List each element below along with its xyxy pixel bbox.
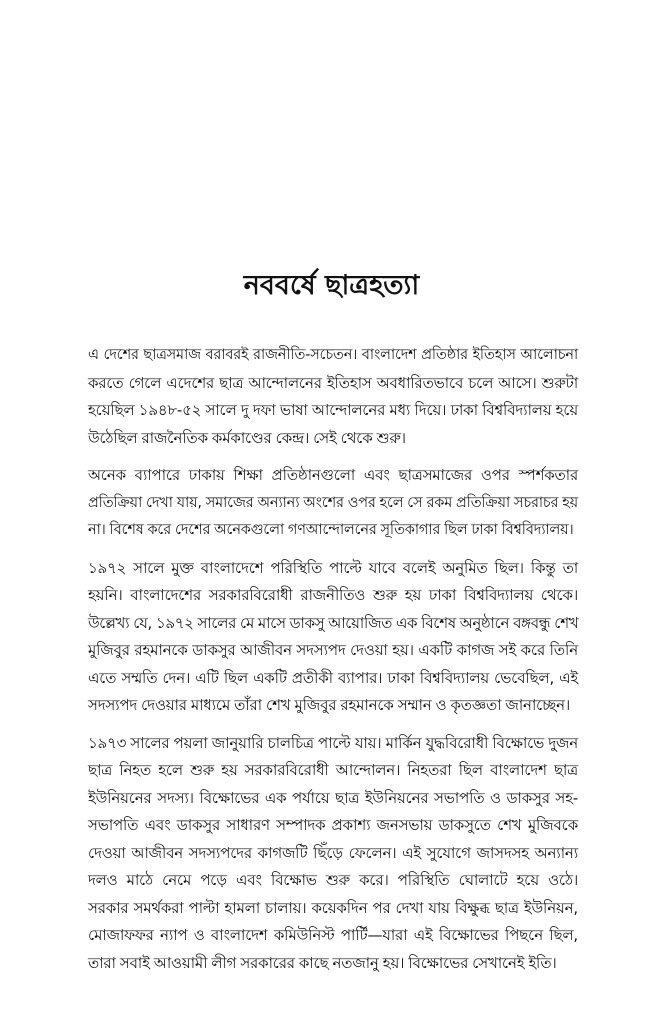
paragraph-3	[88, 555, 578, 720]
text-line: দেওয়া আজীবন সদস্যপদের কাগজটি ছিঁড়ে ফেলেন। এই সুযোগে জাসদসহ অন্যান্য	[88, 843, 578, 862]
text-line: তারা সবাই আওয়ামী লীগ সরকারের কাছে নতজানু হয়। বিক্ষোভের সেখানেই ইতি।	[88, 953, 557, 972]
text-line: ১৯৭২ সালে মুক্ত বাংলাদেশে পরিস্থিতি পাল্টে যাবে বলেই অনুমিত ছিল। কিন্তু তা	[88, 558, 578, 577]
paragraph-4	[88, 730, 578, 978]
text-line: উল্লেখ্য যে, ১৯৭২ সালের মে মাসে ডাকসু আয়োজিত এক বিশেষ অনুষ্ঠানে বঙ্গবন্ধু শেখ	[88, 614, 579, 632]
paragraph-1	[88, 342, 578, 452]
text-line: এ দেশের ছাত্রসমাজ বরাবরই রাজনীতি-সচেতন। বাংলাদেশ প্রতিষ্ঠার ইতিহাস আলোচনা	[88, 347, 578, 363]
text-line: সভাপতি এবং ডাকসুর সাধারণ সম্পাদক প্রকাশ্য জনসভায় ডাকসুতে শেখ মুজিবকে	[88, 816, 578, 834]
text-line: ইউনিয়নের সদস্য। বিক্ষোভের এক পর্যায়ে ছাত্র ইউনিয়নের সভাপতি ও ডাকসুর সহ-	[88, 788, 578, 807]
text-line: ছাত্র নিহত হলে শুরু হয় সরকারবিরোধী আন্দোলন। নিহতরা ছিল বাংলাদেশ ছাত্র	[88, 761, 578, 779]
body-text	[88, 342, 578, 987]
text-line: এতে সম্মতি দেন। এটি ছিল একটি প্রতীকী ব্যাপার। ঢাকা বিশ্ববিদ্যালয় ভেবেছিল, এই	[88, 668, 578, 687]
text-line: অনেক ব্যাপারে ঢাকায় শিক্ষা প্রতিষ্ঠানগুলো এবং ছাত্রসমাজের ওপর স্পর্শকতার	[88, 466, 578, 484]
text-line: না। বিশেষ করে দেশের অনেকগুলো গণআন্দোলনের সূতিকাগার ছিল ঢাকা বিশ্ববিদ্যালয়।	[88, 522, 574, 538]
paragraph-2	[88, 462, 578, 545]
text-line: মোজাফফর ন্যাপ ও বাংলাদেশ কমিউনিস্ট পার্টি—যারা এই বিক্ষোভের পিছনে ছিল,	[88, 926, 578, 944]
text-line: হয়নি। বাংলাদেশের সরকারবিরোধী রাজনীতিও শুরু হয় ঢাকা বিশ্ববিদ্যালয় থেকে।	[88, 586, 578, 604]
text-line: সদস্যপদ দেওয়ার মাধ্যমে তাঁরা শেখ মুজিবুর রহমানকে সম্মান ও কৃতজ্ঞতা জানাচ্ছেন।	[88, 696, 571, 714]
text-line: করতে গেলে এদেশের ছাত্র আন্দোলনের ইতিহাস অবধারিতভাবে চলে আসে। শুরুটা	[88, 373, 578, 392]
text-line: দলও মাঠে নেমে পড়ে এবং বিক্ষোভ শুরু করে। পরিস্থিতি ঘোলাটে হয়ে ওঠে।	[88, 871, 578, 889]
text-line: মুজিবুর রহমানকে ডাকসুর আজীবন সদস্যপদ দেওয়া হয়। একটি কাগজ সই করে তিনি	[88, 641, 578, 659]
text-line: ১৯৭৩ সালের পয়লা জানুয়ারি চালচিত্র পাল্টে যায়। মার্কিন যুদ্ধবিরোধী বিক্ষোভে দুজন	[88, 733, 578, 752]
chapter-title: নববর্ষে ছাত্রহত্যা	[243, 270, 420, 301]
text-line: উঠেছিল রাজনৈতিক কর্মকাণ্ডের কেন্দ্র। সেই থেকে শুরু।	[88, 428, 406, 447]
text-line: হয়েছিল ১৯৪৮-৫২ সালে দু দফা ভাষা আন্দোলনের মধ্য দিয়ে। ঢাকা বিশ্ববিদ্যালয় হয়ে	[88, 401, 578, 419]
text-line: প্রতিক্রিয়া দেখা যায়, সমাজের অন্যান্য অংশের ওপর হলে সে রকম প্রতিক্রিয়া সচরাচর হয়	[88, 494, 578, 511]
text-line: সরকার সমর্থকরা পাল্টা হামলা চালায়। কয়েকদিন পর দেখা যায় বিক্ষুব্ধ ছাত্র ইউনিয়ন,	[88, 898, 578, 917]
